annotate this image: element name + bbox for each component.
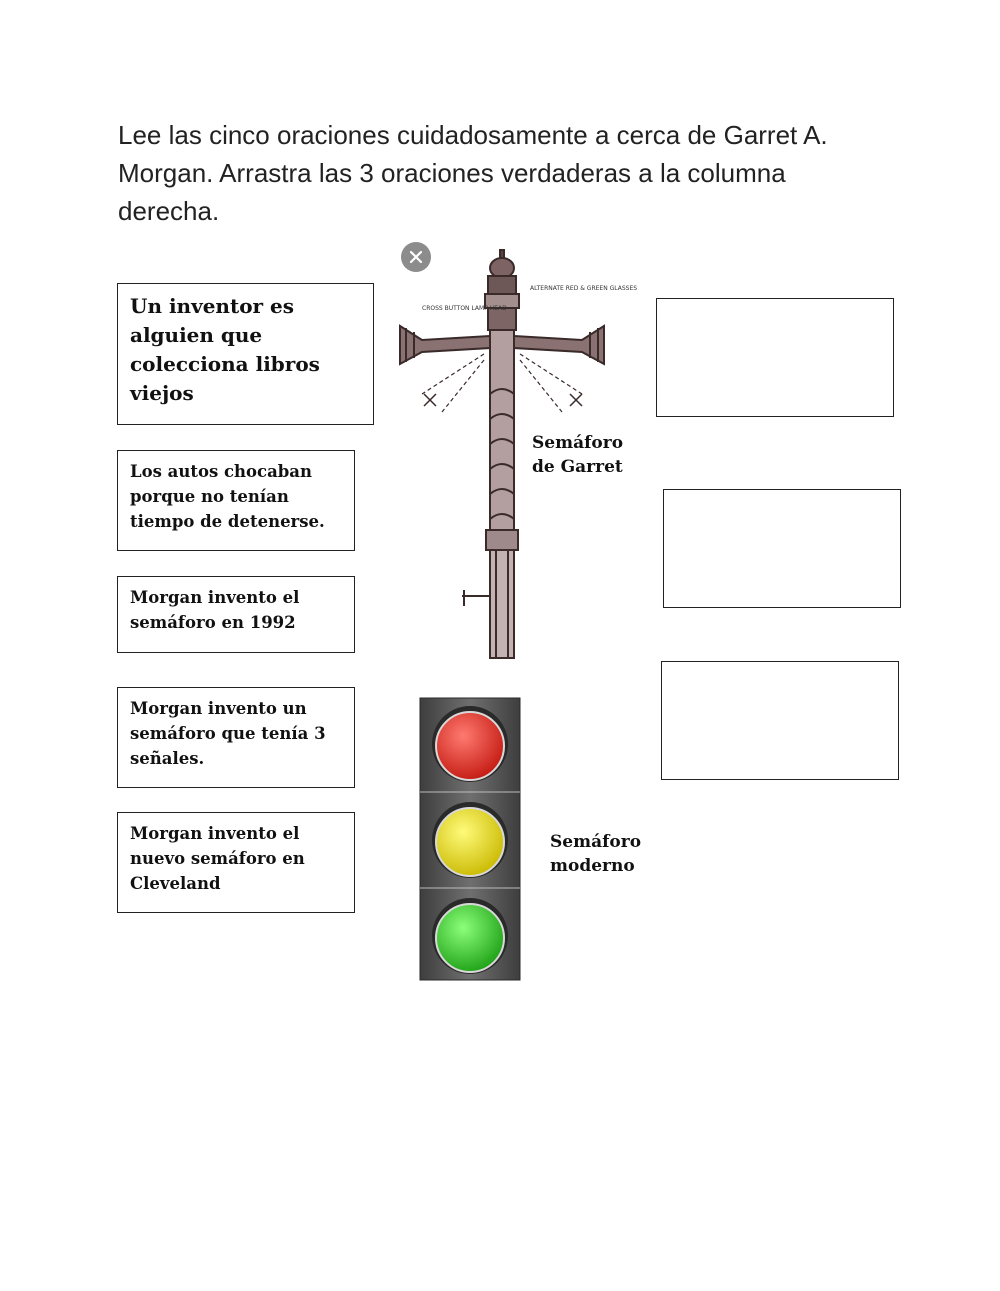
- green-light: [436, 904, 504, 972]
- diagram-label: ALTERNATE RED & GREEN GLASSES: [530, 285, 638, 292]
- sentence-card-text: Morgan invento el semáforo en 1992: [130, 588, 300, 632]
- caption-line: Semáforo: [550, 832, 642, 852]
- caption-line: Semáforo: [532, 433, 624, 453]
- sentence-card-text: Morgan invento un semáforo que tenía 3 señales.: [130, 699, 326, 768]
- yellow-light: [436, 808, 504, 876]
- sentence-card-2[interactable]: [117, 450, 355, 551]
- sentence-card-text: Un inventor es alguien que colecciona libros viejos: [130, 294, 320, 405]
- close-icon[interactable]: [401, 242, 431, 272]
- garret-caption: [532, 431, 623, 479]
- sentence-card-1[interactable]: [117, 283, 374, 425]
- drop-target-1[interactable]: [656, 298, 894, 417]
- sentence-card-4[interactable]: [117, 687, 355, 788]
- sentence-card-5[interactable]: [117, 812, 355, 913]
- modern-caption: [550, 830, 641, 878]
- diagram-label: CROSS BUTTON LAMP HEAD: [422, 305, 507, 312]
- modern-traffic-light-image: [418, 696, 522, 982]
- drop-target-2[interactable]: [663, 489, 901, 608]
- caption-line: de Garret: [532, 457, 623, 477]
- drop-target-3[interactable]: [661, 661, 899, 780]
- sentence-card-text: Morgan invento el nuevo semáforo en Cleveland: [130, 824, 305, 893]
- caption-line: moderno: [550, 856, 635, 876]
- sentence-card-3[interactable]: [117, 576, 355, 653]
- red-light: [436, 712, 504, 780]
- sentence-card-text: Los autos chocaban porque no tenían tiempo de detenerse.: [130, 462, 325, 531]
- instructions-text: Lee las cinco oraciones cuidadosamente a cerca de Garret A. Morgan. Arrastra las 3 oraciones verdaderas a la columna derecha.: [118, 120, 828, 226]
